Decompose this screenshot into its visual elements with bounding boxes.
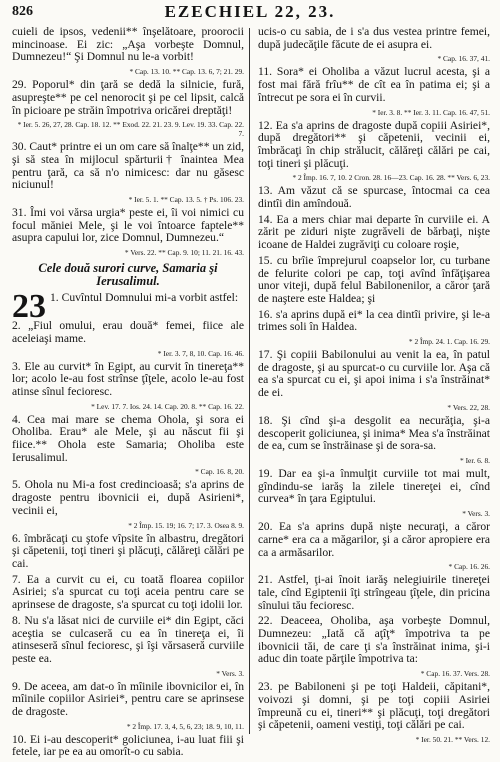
verse-7: 7. Ea a curvit cu ei, cu toată floarea copiilor Asiriei; s'a spurcat cu toţi aceia pentru care se aprinsese de dragoste, s'a spurcat cu toţi idolii lor. [12, 572, 244, 612]
verse-3: 3. Ele au curvit* în Egipt, au curvit în tinereţa** lor; acolo le-au fost strînse ţîţele, acolo le-au fost atinse sînul fecioresc. [12, 359, 244, 398]
verse-21: 21. Astfel, ţi-ai înoit iarăş nelegiuirile tinereţei tale, cînd Egiptenii îţi strîngeau ţîţele, din pricina sînului tău fecioresc. [258, 573, 490, 612]
verse-1: 1. Cuvîntul Domnului mi-a vorbit astfel: [50, 292, 239, 305]
chapter-number: 23 [12, 292, 46, 321]
verse-30: 30. Caut* printre ei un om care să înalţe** un zid, şi să stea în mijlocul spărturii† înaintea Mea pentru ţară, ca să n'o nimicesc: dar nu găsesc niciunul! [12, 140, 244, 192]
verse-8: 8. Nu s'a lăsat nici de curviile ei* din Egipt, căci aceştia se culcaseră cu ea în tinereţa ei, îi atinseseră sînul fecioresc, şi îşi vărsaseră curviile peste ea. [12, 613, 244, 665]
verse-5: 5. Ohola nu Mi-a fost credincioasă; s'a aprins de dragoste pentru ibovnicii ei, după Asirieni*, vecinii ei, [12, 478, 244, 517]
cross-reference: * Vers. 3. [216, 668, 244, 678]
cross-reference: * Vers. 22. ** Cap. 9. 10; 11. 21. 16. 43. [124, 248, 244, 258]
verse-12: 12. Ea s'a aprins de dragoste după copiii Asiriei*, după dregători** şi căpetenii, vecinii ei, îmbrăcaţi în chip strălucit, călăreţi călări pe cai, toţi tineri şi plăcuţi. [258, 118, 490, 170]
verse-11: 11. Sora* ei Oholiba a văzut lucrul acesta, şi a fost mai fără frîu** de cît ea în patima ei; şi a întrecut pe sora ei în curvii. [258, 65, 490, 104]
verse-31: 31. Îmi voi vărsa urgia* peste ei, îi voi nimici cu focul măniei Mele, şi le voi întoarce faptele** asupra capului lor, zice Domnul, Dumnezeu.“ [12, 206, 244, 245]
verse-20: 20. Ea s'a aprins după nişte necuraţi, a căror carne* era ca a măgarilor, şi a căror apropiere era ca a armăsarilor. [258, 520, 490, 559]
verse-14: 14. Ea a mers chiar mai departe în curviile ei. A zărit pe ziduri nişte zugrăveli de bărbaţi, nişte icoane de Haldei zugrăviţi cu coloare roşie, [258, 212, 490, 252]
verse-22: 22. Deaceea, Oholiba, aşa vorbeşte Domnul, Dumnezeu: „Iată că aţîţ* împotriva ta pe ibovnicii tăi, de care ţi s'a înstrăinat inima, şi-i aduc din toate părţile împotriva ta: [258, 614, 490, 666]
verse-15: 15. cu brîie împrejurul coapselor lor, cu turbane de felurite colori pe cap, toţi avînd înfăţişarea unor viteji, după felul Babilonenilor, a căror ţară de naştere este Haldea; şi [258, 253, 490, 305]
verse-23: 23. pe Babiloneni şi pe toţi Haldeii, căpitani*, voivozi şi domni, şi pe toţi copiii Asiriei împreună cu ei, tineri** şi plăcuţi, toţi dregători şi căpetenii, oameni vestiţi, toţi călări pe cai. [258, 680, 490, 732]
section-heading: Cele două surori curve, Samaria şi Ierusalimul. [38, 261, 218, 289]
cross-reference: * 2 Împ. 15. 19; 16. 7; 17. 3. Osea 8. 9. [128, 520, 244, 530]
chapter-start [12, 292, 244, 320]
verse-10: 10. Ei i-au descoperit* goliciunea, i-au luat fiii şi fetele, iar pe ea au omorît-o cu sabia. [12, 732, 244, 759]
verse-18: 18. Şi cînd şi-a desgolit ea necurăţia, şi-a descoperit goliciunea, şi inima* Mea s'a înstrăinat de ea, cum se înstrăinase şi de sora-sa. [258, 413, 490, 453]
left-column [12, 26, 244, 762]
verse-29: 29. Poporul* din ţară se dedă la silnicie, fură, asupreşte** pe cel nenorocit şi pe cel lipsit, calcă în picioare pe străin împotriva oricărei dreptăţi! [12, 78, 244, 117]
cross-reference: * Ier. 3. 7, 8, 10. Cap. 16. 46. [157, 348, 244, 358]
cross-reference: * Lev. 17. 7. Ios. 24. 14. Cap. 20. 8. ** Cap. 16. 22. [91, 401, 244, 411]
page-number: 826 [12, 4, 33, 19]
cross-reference: * Cap. 16. 8, 20. [195, 467, 244, 477]
cross-reference: * Ier. 6. 8. [460, 455, 490, 465]
cross-reference: * 2 Împ. 24. 1. Cap. 16. 29. [408, 337, 490, 347]
right-column [258, 26, 490, 747]
column-divider [249, 28, 250, 734]
cross-reference: * Ier. 3. 8. ** Ier. 3. 11. Cap. 16. 47, 51. [372, 107, 490, 117]
cross-reference: * Ier. 50. 21. ** Vers. 12. [415, 734, 490, 744]
verse-text: cuieli de ipsos, vedenii** înşelătoare, proorocii mincinoase. Ei zic: „Aşa vorbeşte Domnul, Dumnezeu!“ Şi Domnul nu le-a vorbit! [12, 25, 244, 64]
cross-reference: * Ier. 5. 1. ** Cap. 13. 5. † Ps. 106. 23. [128, 195, 244, 205]
verse-4: 4. Cea mai mare se chema Ohola, şi sora ei Oholiba. Erau* ale Mele, şi au născut fii şi fiice.** Ohola este Samaria; Oholiba este Ierusalimul. [12, 412, 244, 464]
cross-reference: * Vers. 3. [462, 509, 490, 519]
cross-reference: * Cap. 16. 26. [448, 562, 490, 572]
cross-reference: * Cap. 16. 37. Vers. 28. [420, 669, 490, 679]
verse-10-continued: ucis-o cu sabia, de i s'a dus vestea printre femei, după judecăţile făcute de ei asupra ei. [258, 25, 490, 51]
cross-reference: * Vers. 22, 28. [447, 402, 490, 412]
verse-19: 19. Dar ea şi-a înmulţit curviile tot mai mult, gîndindu-se iarăş la zilele tinereţei ei, cînd curvea* în ţara Egiptului. [258, 466, 490, 506]
verse-13: 13. Am văzut că se spurcase, întocmai ca cea dintîi din amîndouă. [258, 184, 490, 211]
cross-reference: * Cap. 16. 37, 41. [437, 54, 490, 64]
running-title: EZECHIEL 22, 23. [164, 2, 336, 21]
cross-reference: * Ier. 5. 26, 27, 28. Cap. 18. 12. ** Exod. 22. 21. 23. 9. Lev. 19. 33. Cap. 22. 7. [17, 120, 244, 139]
cross-reference: * 2 Împ. 17. 3, 4, 5, 6, 23; 18. 9, 10, 11. [126, 721, 244, 731]
cross-reference: * Cap. 13. 10. ** Cap. 13. 6, 7; 21. 29. [129, 67, 244, 77]
cross-reference: * 2 Împ. 16. 7, 10. 2 Cron. 28. 16—23. Cap. 16. 28. ** Vers. 6, 23. [292, 173, 490, 183]
verse-2: 2. „Fiul omului, erau două* femei, fiice ale aceleiaşi mame. [12, 319, 244, 345]
verse-6: 6. îmbrăcaţi cu ştofe vîpsite în albastru, dregători şi căpetenii, toţi tineri şi plăcuţi, călăreţi călări pe cai. [12, 531, 244, 570]
verse-9: 9. De aceea, am dat-o în mîinile ibovnicilor ei, în mîinile copiilor Asiriei*, pentru care se aprinsese de dragoste. [12, 679, 244, 719]
verse-16: 16. s'a aprins după ei* la cea dintîi privire, şi le-a trimes soli în Haldea. [258, 307, 490, 334]
verse-17: 17. Şi copiii Babilonului au venit la ea, în patul de dragoste, şi au spurcat-o cu curviile lor. Aşa că ea s'a spurcat cu ei, şi apoi inima i s'a înstrăinat* de ei. [258, 348, 490, 400]
